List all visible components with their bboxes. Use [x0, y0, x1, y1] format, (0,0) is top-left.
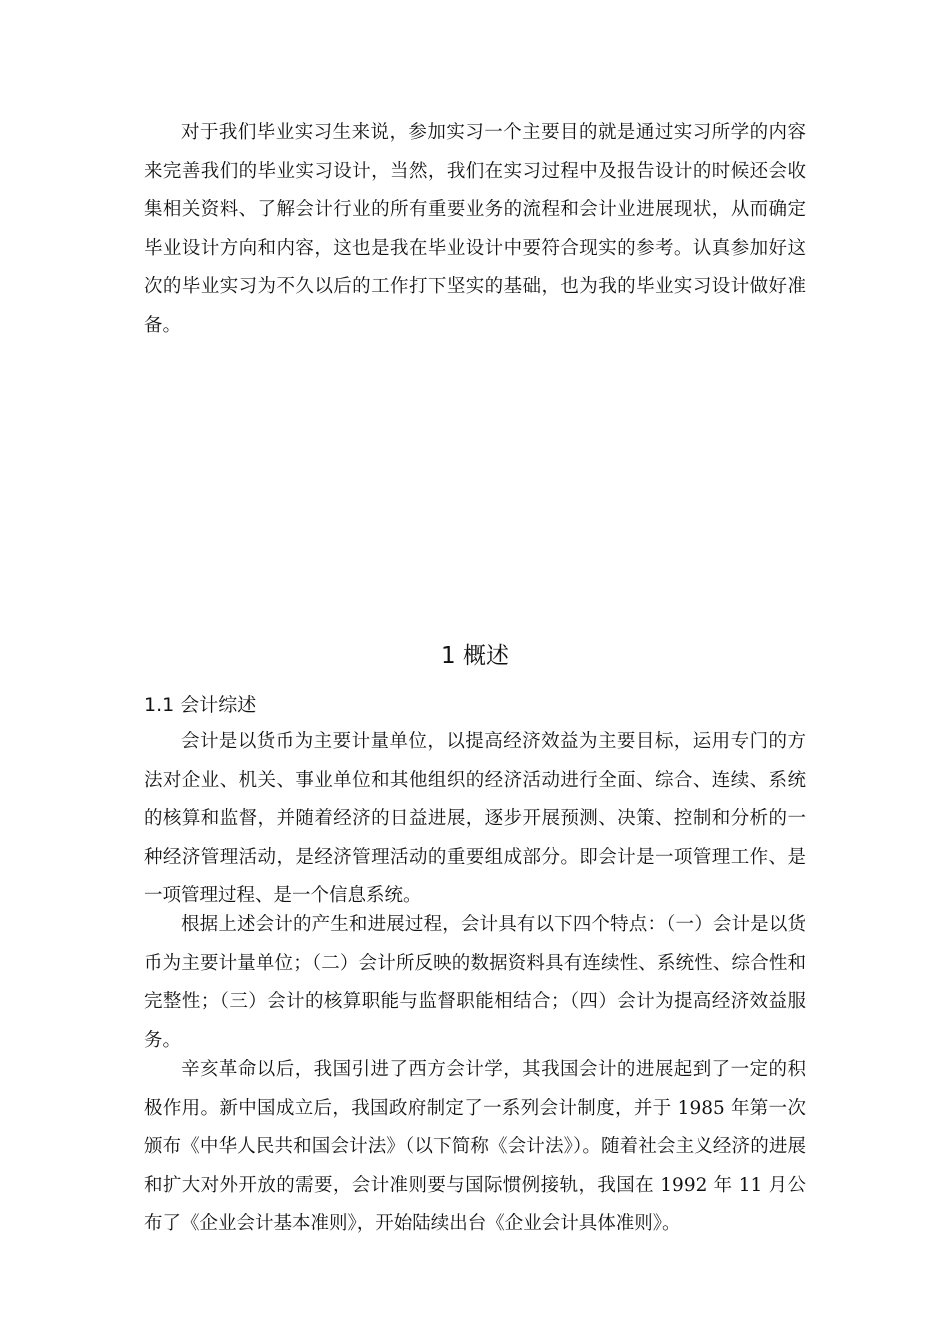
section-paragraph: 辛亥革命以后，我国引进了西方会计学，其我国会计的进展起到了一定的积极作用。新中国成立后，我国政府制定了一系列会计制度，并于 1985 年第一次颁布《中华人民共和国会计法》（以下简称《会计法》）。随着社会主义经济的进展和扩大对外开放的需要，会计准则要与国际惯例接轨，我国在 1992 年 11 月公布了《企业会计基本准则》，开始陆续出台《企业会计具体准则》。 — [144, 1059, 806, 1235]
section-paragraph: 根据上述会计的产生和进展过程，会计具有以下四个特点：（一）会计是以货币为主要计量单位；（二）会计所反映的数据资料具有连续性、系统性、综合性和完整性；（三）会计的核算职能与监督职能相结合；（四）会计为提高经济效益服务。 — [144, 914, 806, 1051]
intro-paragraph: 对于我们毕业实习生来说，参加实习一个主要目的就是通过实习所学的内容来完善我们的毕业实习设计，当然，我们在实习过程中及报告设计的时候还会收集相关资料、了解会计行业的所有重要业务的流程和会计业进展现状，从而确定毕业设计方向和内容，这也是我在毕业设计中要符合现实的参考。认真参加好这次的毕业实习为不久以后的工作打下坚实的基础，也为我的毕业实习设计做好准备。 — [144, 122, 806, 336]
section-title: 1.1 会计综述 — [144, 694, 257, 716]
section-paragraph: 会计是以货币为主要计量单位，以提高经济效益为主要目标，运用专门的方法对企业、机关、事业单位和其他组织的经济活动进行全面、综合、连续、系统的核算和监督，并随着经济的日益进展，逐步开展预测、决策、控制和分析的一种经济管理活动，是经济管理活动的重要组成部分。即会计是一项管理工作、是一项管理过程、是一个信息系统。 — [144, 731, 806, 907]
chapter-title: 1 概述 — [441, 643, 509, 669]
